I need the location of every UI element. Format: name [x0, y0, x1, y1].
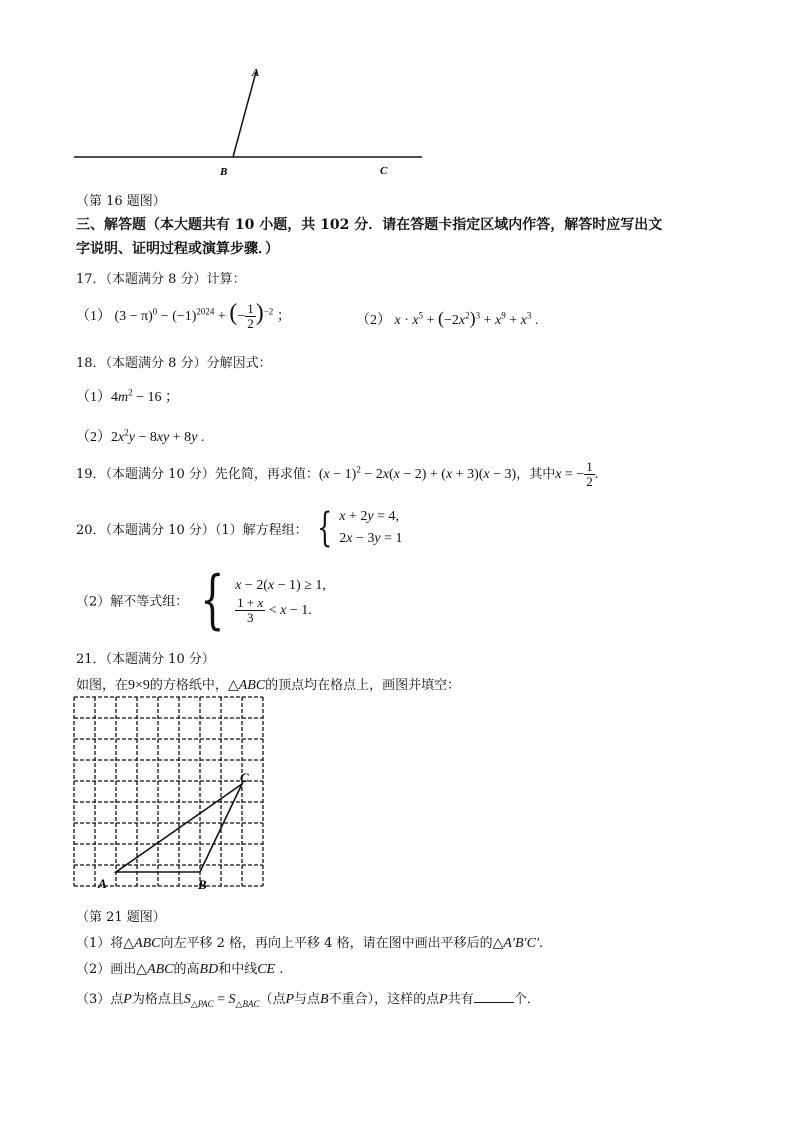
- point-label-a: A: [252, 67, 260, 79]
- q21-s3-e: 不重合），这样的点: [328, 992, 440, 1007]
- q21-step1: （1）将△ABC向左平移 2 格，再向上平移 4 格，请在图中画出平移后的△A′B′C′.: [76, 936, 544, 951]
- q20-line1: [76, 506, 402, 551]
- section3-title-1: 三、解答题（本大题共有 10 小题，共 102 分．请在答题卡指定区域内作答，解答时应写出文: [76, 217, 663, 233]
- q21-s3-a: （3）点: [76, 992, 124, 1007]
- figure-21-grid: [70, 693, 270, 898]
- q21-s3-d: 与点: [294, 992, 321, 1007]
- grid-label-b: B: [198, 877, 207, 892]
- q17-part2: （2） $x \cdot x^5 + (-2x^2)^3 + x^9 + x^3$ .: [356, 308, 539, 328]
- q19-line: 19．（本题满分 10 分）先化简，再求值：$(x - 1)^2 - 2x(x - 2) + (x + 3)(x - 3)$，其中x = − $\frac{1}{2}$ .: [76, 459, 599, 490]
- q17-p1-label: （1）: [76, 309, 111, 324]
- grid-lines: [74, 697, 263, 886]
- q17-part1: （1） $(3 - \pi)^0 - (-1)^{2024}$ + (− $\frac{1}{2}$ )$^{-2}$ ；: [76, 300, 291, 332]
- q18-part2: $(2)2x^2y - 8xy + 8y$ .: [76, 427, 205, 445]
- ray-ba: [233, 72, 256, 157]
- q19-head: 19．（本题满分 10 分）先化简，再求值：: [76, 467, 319, 483]
- section3-title-2: 字说明、证明过程或演算步骤．）: [76, 241, 279, 257]
- q21-head: 21．（本题满分 10 分）: [76, 652, 215, 667]
- q20-line2: [76, 563, 326, 637]
- q19-mid: ，其中: [516, 467, 556, 483]
- q20-head: 20．（本题满分 10 分）（1）解方程组：: [76, 522, 308, 538]
- q20-p2-label: （2）解不等式组：: [76, 594, 189, 610]
- q20-inequality-system: { x − 2(x − 1) ≥ 1, $\frac{1 + x}{3}$ < x − 1.: [200, 563, 326, 637]
- q21-s3-g: 个．: [513, 992, 540, 1007]
- q21-step2: （2）画出△ABC的高BD和中线CE .: [76, 962, 284, 977]
- q18-head: 18．（本题满分 8 分）分解因式：: [76, 356, 272, 371]
- q21-s1-b: 向左平移 2 格，再向上平移 4 格，请在图中画出平移后的: [160, 936, 493, 951]
- answer-blank[interactable]: [474, 990, 514, 1003]
- q17-head: 17．（本题满分 8 分）计算：: [76, 272, 246, 287]
- q20-equation-system: { x + 2y = 4, 2x − 3y = 1: [316, 505, 403, 552]
- q21-intro-a: 如图，在: [76, 678, 129, 693]
- q18-part1: $(1)4m^2 - 16$ ；: [76, 387, 180, 405]
- point-label-b: B: [220, 166, 228, 178]
- q18-p2-label: （2）: [76, 430, 111, 445]
- q21-s2-a: （2）画出: [76, 962, 137, 977]
- q21-intro-b: 的方格纸中，: [149, 678, 228, 693]
- point-label-c: C: [380, 165, 388, 177]
- q21-intro-c: 的顶点均在格点上，画图并填空：: [265, 678, 461, 693]
- fig16-caption: （第 16 题图）: [76, 194, 166, 209]
- q21-s3-b: 为格点且: [131, 992, 184, 1007]
- q18-p1-label: （1）: [76, 390, 111, 405]
- q21-s2-b: 的高: [173, 962, 200, 977]
- q17-p2-label: （2）: [356, 313, 391, 328]
- q21-s3-c: （点: [259, 992, 286, 1007]
- q21-s3-f: 共有: [447, 992, 474, 1007]
- fig21-caption: （第 21 题图）: [76, 910, 166, 925]
- q21-s1-a: （1）将: [76, 936, 124, 951]
- grid-label-c: C: [240, 770, 249, 785]
- triangle-abc: [116, 784, 242, 872]
- figure-16: [70, 62, 430, 182]
- grid-label-a: A: [98, 876, 107, 891]
- q21-s2-c: 和中线: [218, 962, 258, 977]
- q21-step3: （3）点P为格点且$S_{\triangle PAC} = S_{\triangle BAC}$（点P与点B不重合），这样的点P共有 个．: [76, 992, 540, 1009]
- q21-intro: 如图，在9×9的方格纸中，△ABC的顶点均在格点上，画图并填空：: [76, 678, 461, 693]
